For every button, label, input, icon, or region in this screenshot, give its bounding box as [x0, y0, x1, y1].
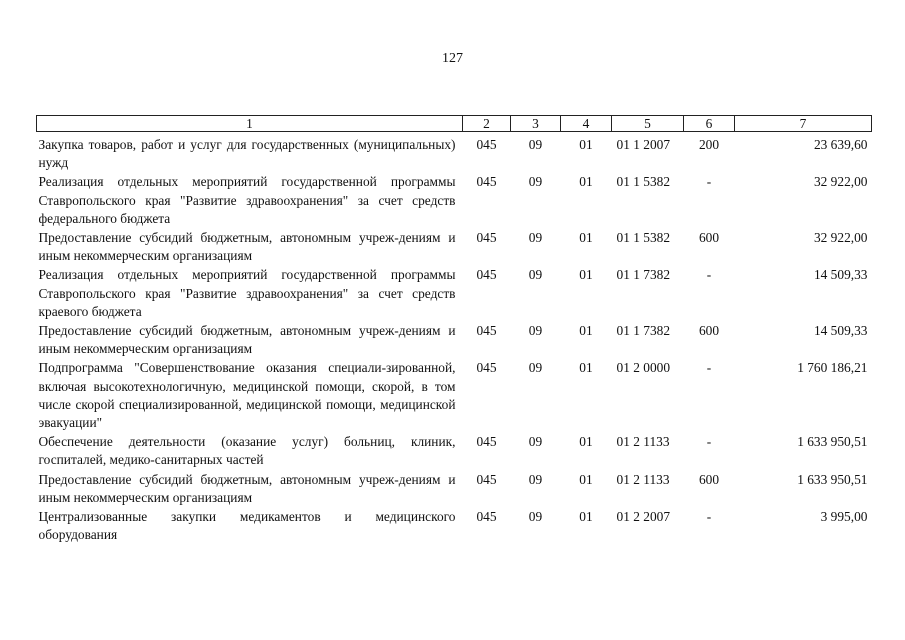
row-section: 09 [528, 434, 543, 450]
row-ministry: 045 [476, 471, 497, 487]
row-name: Подпрограмма "Совершенствование оказания специали-зированной, включая высокотехнологичную, медицинской помощи, скорой, в том числе скорой специализированной, медицинской помощи, медицинской эвакуации" [38, 360, 456, 431]
table-header-row [37, 116, 872, 132]
row-expense-type: 600 [698, 323, 720, 339]
row-name: Предоставление субсидий бюджетным, автономным учреж-дениям и иным некоммерческим организациям [38, 471, 456, 505]
row-section: 09 [528, 471, 543, 487]
column-header: 4 [561, 116, 612, 132]
column-header: 7 [735, 116, 872, 132]
row-target: 01 1 5382 [616, 230, 671, 246]
row-subsection: 01 [579, 471, 593, 487]
row-subsection: 01 [579, 434, 593, 450]
row-section: 09 [528, 174, 543, 190]
row-ministry: 045 [476, 230, 497, 246]
column-header: 2 [463, 116, 511, 132]
table-row [37, 322, 872, 359]
row-target: 01 2 0000 [616, 360, 671, 376]
table-row [37, 229, 872, 266]
table-row [37, 173, 872, 229]
row-amount: 1 633 950,51 [797, 471, 868, 487]
table-row [37, 359, 872, 433]
row-subsection: 01 [579, 267, 593, 283]
row-subsection: 01 [579, 230, 593, 246]
row-section: 09 [528, 267, 543, 283]
row-name: Обеспечение деятельности (оказание услуг) больниц, клиник, госпиталей, медико-санитарных частей [38, 434, 456, 468]
row-subsection: 01 [579, 137, 593, 152]
row-expense-type: - [706, 360, 712, 376]
row-expense-type: - [706, 267, 712, 283]
row-section: 09 [528, 323, 543, 339]
row-target: 01 1 2007 [616, 137, 671, 152]
row-ministry: 045 [476, 267, 497, 283]
row-subsection: 01 [579, 360, 593, 376]
row-section: 09 [528, 137, 543, 152]
budget-table [36, 115, 872, 545]
column-header: 1 [37, 116, 463, 132]
row-expense-type: 600 [698, 471, 720, 487]
row-expense-type: - [706, 434, 712, 450]
row-amount: 3 995,00 [820, 509, 868, 525]
row-ministry: 045 [476, 323, 497, 339]
column-header: 6 [684, 116, 735, 132]
row-target: 01 2 1133 [616, 434, 670, 450]
row-amount: 14 509,33 [813, 267, 868, 283]
table-row [37, 508, 872, 545]
row-name: Централизованные закупки медикаментов и медицинского оборудования [38, 509, 456, 543]
column-header: 5 [612, 116, 684, 132]
row-target: 01 2 1133 [616, 471, 670, 487]
row-ministry: 045 [476, 174, 497, 190]
row-section: 09 [528, 509, 543, 525]
table-row [37, 132, 872, 174]
row-section: 09 [528, 360, 543, 376]
row-name: Предоставление субсидий бюджетным, автономным учреж-дениям и иным некоммерческим организациям [38, 323, 456, 357]
row-ministry: 045 [476, 137, 497, 152]
column-header: 3 [511, 116, 561, 132]
table-row [37, 433, 872, 470]
row-amount: 14 509,33 [813, 323, 868, 339]
row-expense-type: 600 [698, 230, 720, 246]
row-amount: 1 760 186,21 [797, 360, 868, 376]
row-amount: 32 922,00 [813, 230, 868, 246]
row-amount: 23 639,60 [813, 137, 868, 152]
row-target: 01 2 2007 [616, 509, 671, 525]
row-section: 09 [528, 230, 543, 246]
row-target: 01 1 7382 [616, 267, 671, 283]
table-row [37, 471, 872, 508]
row-amount: 32 922,00 [813, 174, 868, 190]
row-subsection: 01 [579, 323, 593, 339]
row-subsection: 01 [579, 174, 593, 190]
row-name: Реализация отдельных мероприятий государственной программы Ставропольского края "Развитие здравоохранения" за счет средств федерального бюджета [38, 174, 456, 226]
row-ministry: 045 [476, 509, 497, 525]
row-name: Закупка товаров, работ и услуг для государственных (муниципальных) нужд [38, 137, 456, 171]
row-target: 01 1 5382 [616, 174, 671, 190]
row-expense-type: - [706, 509, 712, 525]
table-row [37, 266, 872, 322]
row-expense-type: - [706, 174, 712, 190]
row-ministry: 045 [476, 434, 497, 450]
row-target: 01 1 7382 [616, 323, 671, 339]
row-subsection: 01 [579, 509, 593, 525]
row-name: Реализация отдельных мероприятий государственной программы Ставропольского края "Развитие здравоохранения" за счет средств краевого бюджета [38, 267, 456, 319]
page-number: 127 [442, 51, 463, 66]
row-expense-type: 200 [698, 137, 720, 152]
row-amount: 1 633 950,51 [797, 434, 868, 450]
row-name: Предоставление субсидий бюджетным, автономным учреж-дениям и иным некоммерческим организациям [38, 230, 456, 264]
row-ministry: 045 [476, 360, 497, 376]
